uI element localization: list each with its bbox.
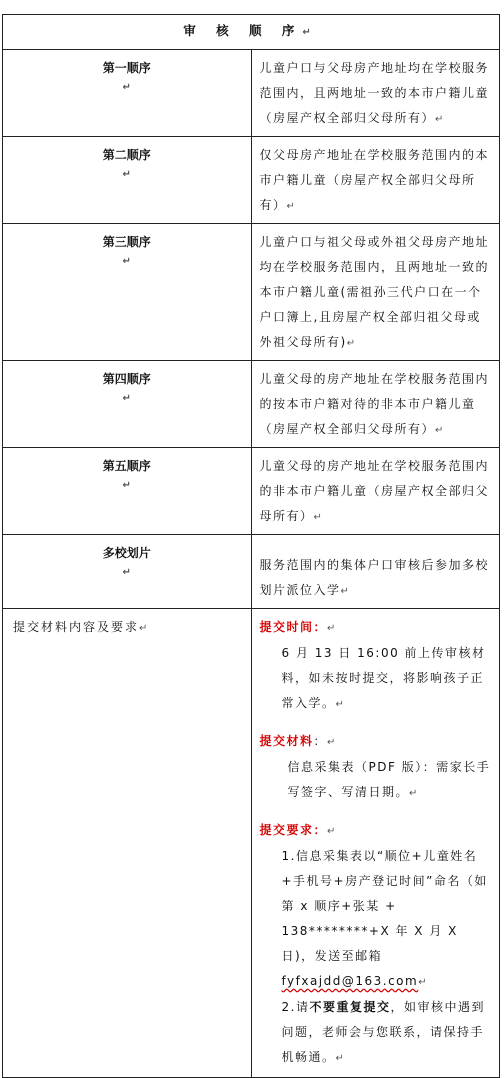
- order-label: 第一顺序 ↵: [3, 50, 252, 137]
- order-description: 服务范围内的集体户口审核后参加多校划片派位入学↵: [251, 535, 500, 609]
- order-row-1: [3, 50, 500, 137]
- submission-label: 提交材料内容及要求↵: [3, 609, 252, 1078]
- table-title-text: 审 核 顺 序: [183, 23, 303, 38]
- order-label: 第二顺序 ↵: [3, 137, 252, 224]
- order-label: 第五顺序 ↵: [3, 448, 252, 535]
- table-title: [3, 15, 500, 50]
- order-row-2: [3, 137, 500, 224]
- order-row-4: [3, 361, 500, 448]
- order-label: 第四顺序 ↵: [3, 361, 252, 448]
- order-row-6: [3, 535, 500, 609]
- order-description: 儿童户口与祖父母或外祖父母房产地址均在学校服务范围内，且两地址一致的本市户籍儿童(需祖孙三代户口在一个户口簿上,且房屋产权全部归祖父母或外祖父母所有)↵: [251, 224, 500, 361]
- order-description: 儿童父母的房产地址在学校服务范围内的非本市户籍儿童（房屋产权全部归父母所有）↵: [251, 448, 500, 535]
- order-label: 多校划片 ↵: [3, 535, 252, 609]
- order-label: 第三顺序 ↵: [3, 224, 252, 361]
- order-description: 仅父母房产地址在学校服务范围内的本市户籍儿童（房屋产权全部归父母所有）↵: [251, 137, 500, 224]
- submission-row: [3, 609, 500, 1078]
- order-description: 儿童户口与父母房产地址均在学校服务范围内，且两地址一致的本市户籍儿童（房屋产权全部归父母所有）↵: [251, 50, 500, 137]
- requirement-1: 1.信息采集表以“顺位+儿童姓名+手机号+房产登记时间”命名（如第 x 顺序+张某 + 138********+X 年 X 月 X 日)，发送至邮箱 fyfxajdd@163.com↵: [281, 849, 488, 988]
- order-row-5: [3, 448, 500, 535]
- submission-details: [251, 609, 500, 1078]
- order-description: 儿童父母的房产地址在学校服务范围内的按本市户籍对待的非本市户籍儿童（房屋产权全部归父母所有）↵: [251, 361, 500, 448]
- submission-materials-heading: 提交材料：↵: [259, 734, 337, 748]
- email-link[interactable]: fyfxajdd@163.com: [281, 974, 419, 988]
- table-header-row: [3, 15, 500, 50]
- submission-materials-text: 信息采集表（PDF 版）：需家长手写签字、写清日期。↵: [287, 760, 491, 799]
- review-order-table: [2, 14, 500, 1078]
- submission-time-heading: 提交时间：↵: [259, 620, 337, 634]
- order-row-3: [3, 224, 500, 361]
- submission-time-text: 6 月 13 日 16:00 前上传审核材料，如未按时提交，将影响孩子正常入学。↵: [281, 646, 486, 710]
- requirement-2: 2.请不要重复提交，如审核中遇到问题，老师会与您联系，请保持手机畅通。↵: [281, 1000, 485, 1064]
- cell-mark: ↵: [302, 27, 319, 38]
- submission-requirements-heading: 提交要求：↵: [259, 823, 337, 837]
